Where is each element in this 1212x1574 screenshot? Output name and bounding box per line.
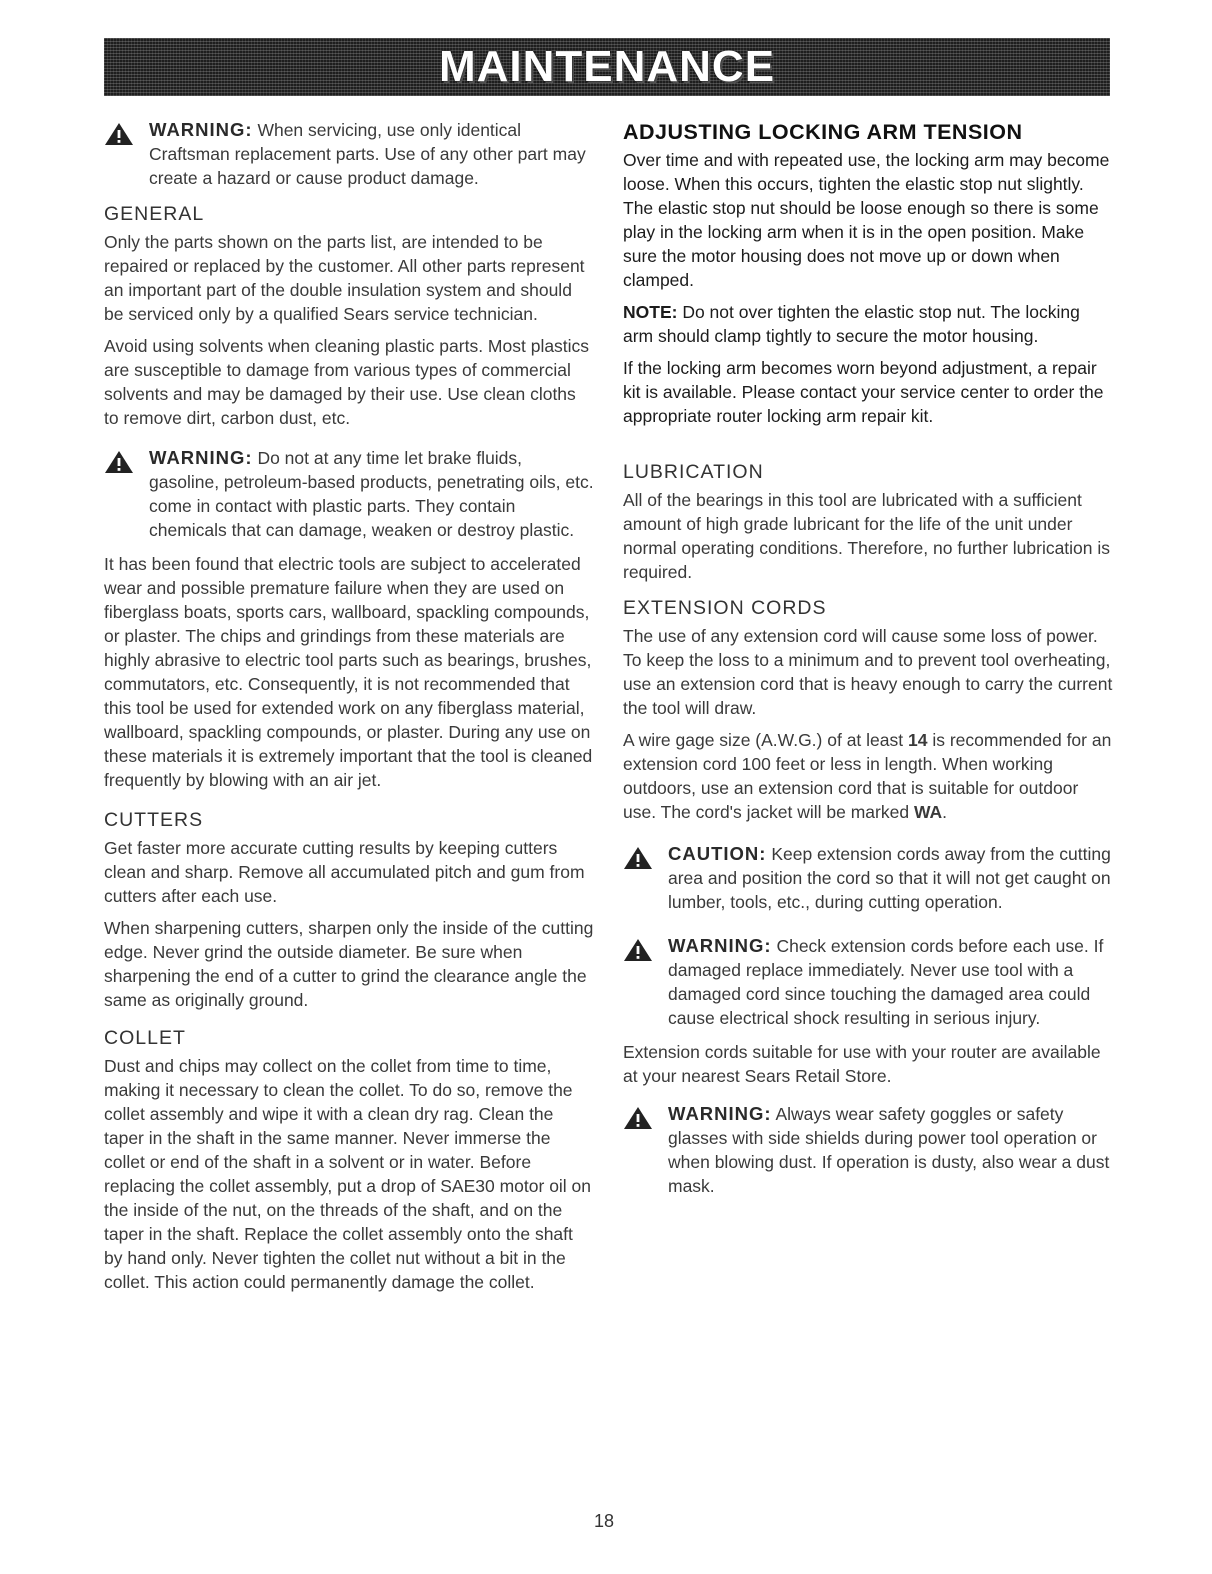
locking-note [623,300,1113,348]
extension-recommendation-text: is recommended for an extension cord 100 feet or less in length. When working outdoors, use an extension cord that is suitable for outdoor use. The cord's jacket will be marked [623,730,1112,822]
warning-text: Always wear safety goggles or safety glasses with side shields during power tool operation or when blowing dust. If operation is dusty, also wear a dust mask. [668,1104,1110,1196]
warning-text: Check extension cords before each use. If damaged replace immediately. Never use tool with a damaged cord since touching the damaged area could cause electrical shock resulting in serious injury. [668,936,1104,1028]
warning-label: WARNING: [149,119,253,140]
left-column [104,118,594,1302]
note-label: NOTE: [623,302,678,322]
warning-triangle-icon [623,846,653,870]
extension-paragraph-1: The use of any extension cord will cause some loss of power. To keep the loss to a minimum and to prevent tool overheating, use an extension cord that is heavy enough to carry the current the tool will draw. [623,626,1113,718]
warning-triangle-icon [104,450,134,474]
warning-damaged-cords [623,934,1113,1030]
header-banner [104,38,1110,96]
right-column [623,118,1113,1208]
section-heading-general: GENERAL [104,203,205,225]
locking-paragraph-2: If the locking arm becomes worn beyond adjustment, a repair kit is available. Please contact your service center to order the appropriate router locking arm repair kit. [623,358,1104,426]
section-heading-locking-arm: ADJUSTING LOCKING ARM TENSION [623,120,1023,144]
fiberglass-paragraph: It has been found that electric tools are subject to accelerated wear and possible premature failure when they are used on fiberglass boats, sports cars, wallboard, spackling compounds, or plaster. The chips and grindings from these materials are highly abrasive to electric tool parts such as bearings, brushes, commutators, etc. Consequently, it is not recommended that this tool be used for extended work on any fiberglass material, wallboard, spackling compounds, or plaster. During any use on these materials it is extremely important that the tool is cleaned frequently by blowing with an air jet. [104,554,593,790]
warning-safety-goggles [623,1102,1113,1198]
general-paragraph-2: Avoid using solvents when cleaning plastic parts. Most plastics are susceptible to damage from various types of commercial solvents and may be damaged by their use. Use clean cloths to remove dirt, carbon dust, etc. [104,336,590,428]
locking-paragraph-1: Over time and with repeated use, the locking arm may become loose. When this occurs, tighten the elastic stop nut slightly. The elastic stop nut should be loose enough so there is some play in the locking arm when it is in the open position. Make sure the motor housing does not move up or down when clamped. [623,150,1110,290]
warning-plastic-parts [104,446,594,542]
warning-replacement-parts [104,118,594,190]
caution-label: CAUTION: [668,843,767,864]
warning-label: WARNING: [668,935,772,956]
sentence-end: . [942,802,948,822]
caution-text: Keep extension cords away from the cutting area and position the cord so that it will not get caught on lumber, tools, etc., during cutting operation. [668,844,1111,912]
warning-label: WARNING: [668,1103,772,1124]
warning-triangle-icon [623,1106,653,1130]
caution-extension-cords [623,842,1113,914]
extension-paragraph-2 [623,728,1113,824]
cutters-paragraph-1: Get faster more accurate cutting results by keeping cutters clean and sharp. Remove all accumulated pitch and gum from cutters after each use. [104,838,585,906]
section-heading-extension-cords: EXTENSION CORDS [623,597,827,619]
lubrication-paragraph: All of the bearings in this tool are lubricated with a sufficient amount of high grade lubricant for the life of the unit under normal operating conditions. Therefore, no further lubrication is required. [623,490,1111,582]
outdoor-marking: WA [913,802,943,822]
note-text: Do not over tighten the elastic stop nut. The locking arm should clamp tightly to secure the motor housing. [623,302,1080,346]
section-heading-cutters: CUTTERS [104,809,204,831]
page-number: 18 [594,1511,615,1531]
page-title: MAINTENANCE [438,42,776,91]
wire-gage-number: 14 [908,730,928,750]
sears-store-paragraph: Extension cords suitable for use with your router are available at your nearest Sears Retail Store. [623,1042,1101,1086]
general-paragraph-1: Only the parts shown on the parts list, are intended to be repaired or replaced by the customer. All other parts represent an important part of the double insulation system and should be serviced only by a qualified Sears service technician. [104,232,585,324]
warning-text: When servicing, use only identical Craftsman replacement parts. Use of any other part may create a hazard or cause product damage. [149,120,586,188]
warning-label: WARNING: [149,447,253,468]
warning-triangle-icon [623,938,653,962]
warning-text: Do not at any time let brake fluids, gasoline, petroleum-based products, penetrating oils, etc. come in contact with plastic parts. They contain chemicals that can damage, weaken or destroy plastic. [149,448,594,540]
section-heading-collet: COLLET [104,1027,186,1049]
warning-triangle-icon [104,122,134,146]
cutters-paragraph-2: When sharpening cutters, sharpen only the inside of the cutting edge. Never grind the outside diameter. Be sure when sharpening the end of a cutter to grind the clearance angle the same as originally ground. [104,918,594,1010]
wire-gage-text: A wire gage size (A.W.G.) of at least [623,730,904,750]
collet-paragraph: Dust and chips may collect on the collet from time to time, making it necessary to clean the collet. To do so, remove the collet assembly and wipe it with a clean dry rag. Clean the taper in the shaft in the same manner. Never immerse the collet or end of the shaft in a solvent or in water. Before replacing the collet assembly, put a drop of SAE30 motor oil on the inside of the nut, on the threads of the shaft, and on the taper in the shaft. Replace the collet assembly onto the shaft by hand only. Never tighten the collet nut without a bit in the collet. This action could permanently damage the collet. [104,1056,592,1292]
section-heading-lubrication: LUBRICATION [623,461,764,483]
